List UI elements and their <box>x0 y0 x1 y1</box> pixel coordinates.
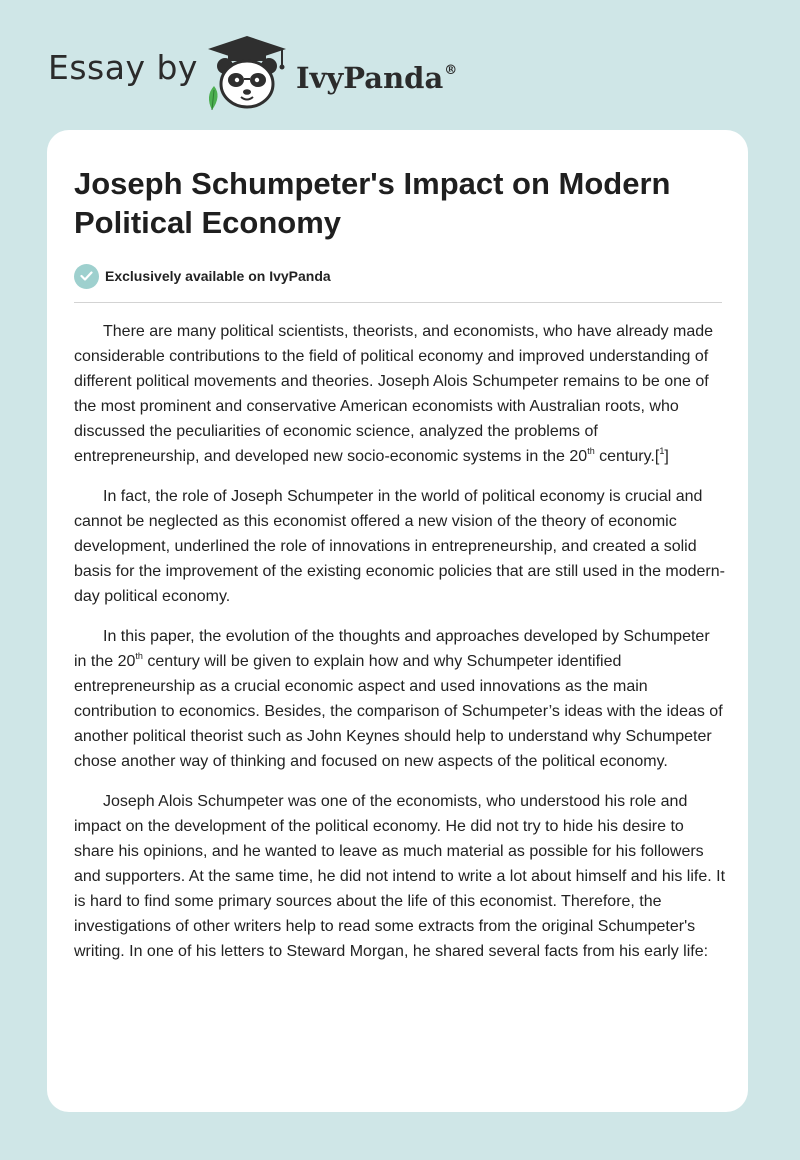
paragraph: Joseph Alois Schumpeter was one of the economists, who understood his role and impact on the development of the political economy. He did not try to hide his desire to share his opinions, and he wanted to leave as much material as possible for his followers and supporters. At the same time, he did not intend to write a lot about himself and his life. It is hard to find some primary sources about the life of this economist. Therefore, the investigations of other writers help to read some extracts from the original Schumpeter's writing. In one of his letters to Steward Morgan, he shared several facts from his early life: <box>74 793 726 960</box>
brand-name[interactable] <box>296 53 457 96</box>
checkmark-icon <box>74 264 99 289</box>
footnote-reference[interactable]: 1 <box>659 446 665 456</box>
paragraph: There are many political scientists, theorists, and economists, who have already made considerable contributions to the field of political economy and improved understanding of different political movements and theories. Joseph Alois Schumpeter remains to be one of the most prominent and conservative American economists with Australian roots, who discussed the peculiarities of economic science, analyzed the problems of entrepreneurship, and developed new socio-economic systems in the 20th century.[$^1$] <box>74 323 714 465</box>
site-header <box>0 0 800 130</box>
exclusive-badge <box>74 263 331 289</box>
essay-body <box>74 319 726 979</box>
paragraph: In fact, the role of Joseph Schumpeter in the world of political economy is crucial and cannot be neglected as this economist offered a new vision of the theory of economic development, underlined the role of innovations in entrepreneurship, and created a solid basis for the improvement of the existing economic policies that are still used in the modern-day political economy. <box>74 488 725 605</box>
essay-title: Joseph Schumpeter's Impact on Modern Political Economy <box>74 166 671 240</box>
panda-graduate-icon[interactable] <box>202 34 292 110</box>
brand-text: IvyPanda <box>296 61 444 95</box>
exclusive-label: Exclusively available on IvyPanda <box>105 268 331 284</box>
essay-by-label: Essay by <box>48 48 198 87</box>
superscript-ordinal: th <box>587 446 595 456</box>
registered-mark: ® <box>444 63 458 78</box>
divider <box>74 302 722 303</box>
paragraph: In this paper, the evolution of the thoughts and approaches developed by Schumpeter in the 20th century will be given to explain how and why Schumpeter identified entrepreneurship as a crucial economic aspect and used innovations as the main contribution to economics. Besides, the comparison of Schumpeter’s ideas with the ideas of another political theorist such as John Keynes should help to understand why Schumpeter chose another way of thinking and focused on new aspects of the political economy. <box>74 628 723 770</box>
essay-card <box>47 130 748 1112</box>
superscript-ordinal: th <box>135 651 143 661</box>
